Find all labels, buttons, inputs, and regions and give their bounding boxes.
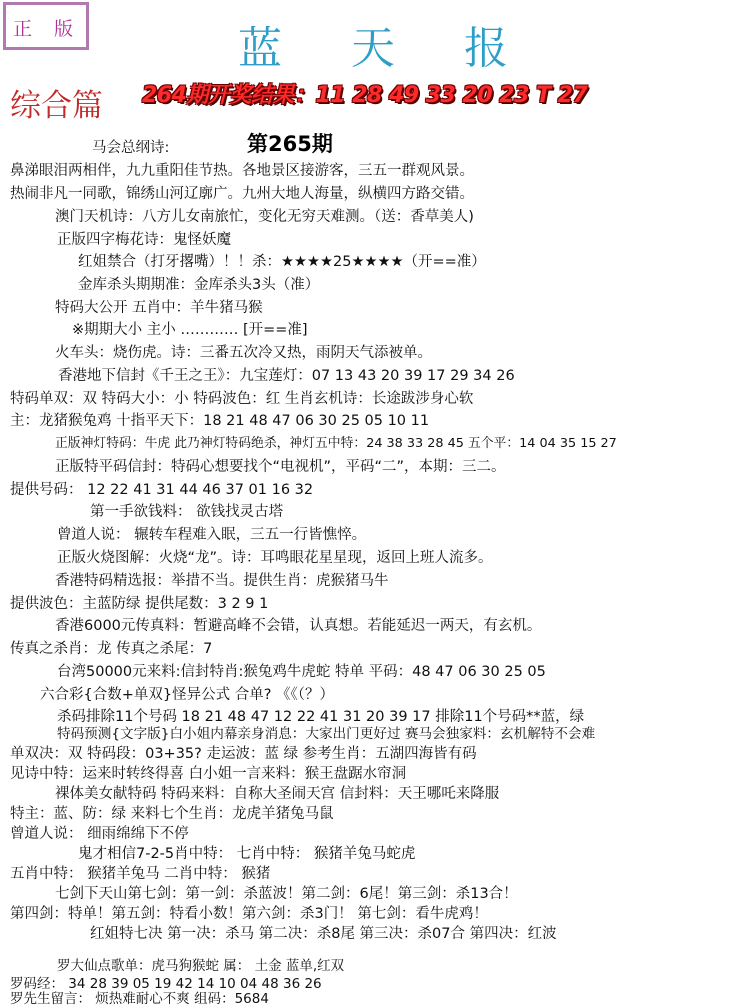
text-line: 鼻涕眼泪两相伴，九九重阳佳节热。各地景区接游客，三五一群观风景。 [10,163,474,179]
text-line: 罗码经： 34 28 39 05 19 42 14 10 04 48 36 26 [10,976,322,992]
text-line: 特码单双：双 特码大小：小 特码波色：红 生肖玄机诗：长途跋涉身心软 [10,391,474,407]
text-line: 马会总纲诗: [92,140,170,156]
text-line: 香港6000元传真料：暂避高峰不会错，认真想。若能延迟一两天，有玄机。 [55,618,542,634]
draw-result-banner: 264期开奖结果：11 28 49 33 20 23 T 27 [142,83,588,108]
text-line: 罗先生留言： 烦热难耐心不爽 组码：5684 [10,991,269,1007]
text-line: 台湾50000元来料:信封特肖:猴兔鸡牛虎蛇 特单 平码：48 47 06 30 25 05 [57,664,546,680]
text-line: ※期期大小 主小 ………… [开==准] [72,322,308,338]
text-line: 杀码排除11个号码 18 21 48 47 12 22 41 31 20 39 17 排除11个号码**蓝，绿 [57,709,585,725]
text-line: 特主：蓝、防：绿 来料七个生肖：龙虎羊猪兔马鼠 [10,806,334,822]
text-line: 裸体美女献特码 特码来料：自称大圣闹天宫 信封料：天王哪吒来降服 [55,786,500,802]
text-line: 见诗中特：运来时转终得喜 白小姐一言来料：猴王盘踞水帘洞 [10,766,407,782]
masthead-char-3: 报 [464,23,508,74]
text-line: 正版火烧图解：火烧“龙”。诗：耳鸣眼花星星现，返回上班人流多。 [57,550,493,566]
text-line: 第一手欲钱料： 欲钱找灵古塔 [90,504,284,520]
text-line: 曾道人说： 辗转车程难入眠，三五一行皆憔悴。 [57,527,367,543]
text-line: 正版神灯特码：牛虎 此乃神灯特码绝杀，神灯五中特：24 38 33 28 45 五个平：14 04 35 15 27 [55,436,617,451]
text-line: 红姐禁合（打牙撂嘴）！！杀：★★★★25★★★★（开==准） [78,254,486,270]
text-line: 主：龙猪猴兔鸡 十指平天下：18 21 48 47 06 30 25 05 10 11 [10,413,430,429]
text-line: 提供号码： 12 22 41 31 44 46 37 01 16 32 [10,482,314,498]
text-line: 正版四字梅花诗：鬼怪妖魔 [57,232,231,248]
text-line: 香港地下信封《千王之王》：九宝莲灯：07 13 43 20 39 17 29 34 26 [58,368,515,384]
text-line: 澳门天机诗：八方儿女南旅忙，变化无穷天难测。（送：香草美人) [55,209,474,225]
text-line: 五肖中特： 猴猪羊兔马 二肖中特： 猴猪 [10,866,271,882]
text-line: 红姐特七决 第一决：杀马 第二决：杀8尾 第三决：杀07合 第四决：红波 [90,926,557,942]
text-line: 火车头：烧伤虎。诗：三番五次冷又热，雨阴天气添被单。 [55,345,432,361]
text-line: 传真之杀肖：龙 传真之杀尾：7 [10,641,213,657]
text-line: 热闹非凡一同歌，锦绣山河辽廓广。九州大地人海量，纵横四方路交错。 [10,186,474,202]
masthead-char-1: 蓝 [238,23,282,74]
text-line: 特码大公开 五肖中：羊牛猪马猴 [55,300,263,316]
text-line: 鬼才相信7-2-5肖中特： 七肖中特： 猴猪羊兔马蛇虎 [78,846,416,862]
text-line: 曾道人说： 细雨绵绵下不停 [10,826,189,842]
section-label: 综合篇 [10,88,103,124]
text-line: 罗大仙点歌单：虎马狗猴蛇 属： 土金 蓝单,红双 [57,958,345,974]
stamp-left-char: 正 [13,18,33,40]
text-line: 特码预测{文字版}白小姐内幕亲身消息：大家出门更好过 赛马会独家料：玄机解特不会难 [57,726,596,742]
text-line: 金库杀头期期准：金库杀头3头（准） [78,277,320,293]
text-line: 六合彩{合数+单双}怪异公式 合单? 《《（？） [40,687,335,703]
masthead-char-2: 天 [351,23,395,74]
text-line: 提供波色：主蓝防绿 提供尾数：3 2 9 1 [10,596,269,612]
stamp-right-char: 版 [54,18,74,40]
text-line: 香港特码精选报：举措不当。提供生肖：虎猴猪马牛 [55,573,389,589]
authentic-stamp [3,2,89,50]
text-line: 七剑下天山第七剑：第一剑：杀蓝波！第二剑：6尾！第三剑：杀13合！ [55,886,518,902]
text-line: 第四剑：特单！第五剑：特看小数！第六剑：杀3门！ 第七剑：看牛虎鸡！ [10,906,488,922]
issue-number: 第265期 [247,132,333,156]
text-line: 单双决：双 特码段：03+35? 走运波：蓝 绿 参考生肖：五湖四海皆有码 [10,746,477,762]
text-line: 正版特平码信封：特码心想要找个“电视机”，平码“二”，本期：三二。 [55,459,506,475]
masthead-title [238,12,508,72]
